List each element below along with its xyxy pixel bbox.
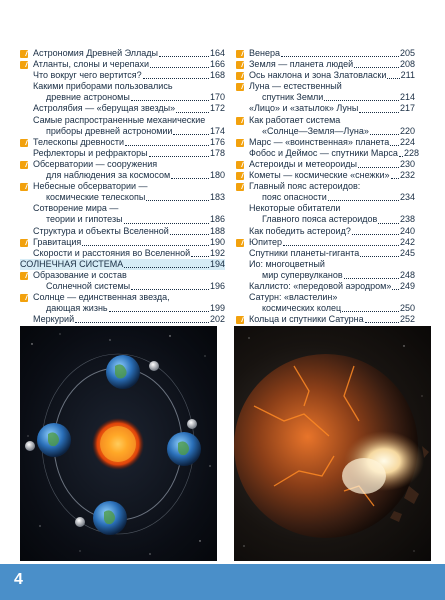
toc-leader-dots [281,56,399,57]
toc-entry-title: Гравитация [33,236,82,247]
toc-entry-title: Обсерватории — сооружения [33,158,158,169]
toc-entry[interactable] [236,259,415,281]
toc-entry-title: Как победить астероид? [249,225,351,236]
toc-leader-dots [358,167,399,168]
toc-leader-dots [131,289,209,290]
toc-leader-dots [143,78,209,79]
earth-right [167,419,201,466]
earth-bottom [75,501,127,535]
toc-entry-title: Солнечной системы [46,280,131,291]
toc-bullet-icon [236,161,244,169]
toc-leader-dots [150,67,209,68]
toc-entry[interactable] [20,248,225,259]
toc-entry-title: Астролябия — «берущая звезды» [33,103,176,114]
toc-leader-dots [324,100,399,101]
toc-entry[interactable] [20,70,225,81]
toc-page-number: 230 [399,158,415,169]
toc-leader-dots [378,223,399,224]
toc-entry[interactable] [236,147,419,159]
toc-entry-title: Фобос и Деймос — спутники Марса [249,147,398,158]
toc-leader-dots [354,67,399,68]
toc-leader-dots [75,322,209,323]
toc-entry-title: «Лицо» и «затылок» Луны [249,103,359,114]
toc-entry-title: Кольца и спутники Сатурна [249,314,364,325]
toc-leader-dots [360,256,399,257]
toc-page-number: 199 [209,303,225,314]
toc-page-number: 248 [399,269,415,280]
toc-leader-dots [392,289,399,290]
toc-entry[interactable] [20,292,225,314]
toc-entry-title: Венера [249,48,280,58]
toc-leader-dots [399,156,403,157]
toc-page-number: 205 [399,48,415,58]
toc-entry[interactable] [20,314,225,325]
toc-leader-dots [149,156,209,157]
toc-page-number: 220 [399,125,415,136]
toc-entry[interactable] [236,281,415,292]
toc-entry[interactable] [236,159,415,170]
earth-orbit-image [20,326,217,561]
toc-page-number: 183 [209,192,225,203]
toc-entry-title: СОЛНЕЧНАЯ СИСТЕМА [20,258,124,269]
exploding-planet-image [234,326,431,561]
toc-entry-title: Структура и объекты Вселенной [33,225,169,236]
toc-leader-dots [171,178,209,179]
toc-entry-title: Кометы — космические «снежки» [249,170,390,181]
toc-page-number: 188 [209,225,225,236]
toc-page-number: 211 [400,70,415,81]
toc-entry[interactable] [236,59,415,70]
toc-entry-title: космических колец [262,303,342,314]
toc-entry-title: Марс — «воинственная» планета [249,136,390,147]
toc-entry[interactable] [236,181,415,203]
toc-entry-title: Скорости и расстояния во Вселенной [33,247,191,258]
toc-entry-title: Сатурн: «властелин» [249,292,338,303]
toc-entry[interactable] [20,181,225,203]
toc-entry[interactable] [20,115,225,137]
toc-page-number: 196 [209,280,225,291]
toc-entry-title: Главного пояса астероидов [262,214,378,225]
toc-page-number: 164 [209,48,225,58]
toc-entry-title: Какими приборами пользовались [33,81,173,92]
toc-leader-dots [173,134,209,135]
toc-entry[interactable] [236,81,415,103]
toc-page-number: 202 [209,314,225,325]
toc-entry-title: Телескопы древности [33,136,125,147]
toc-entry-title: Ио: многоцветный [249,258,325,269]
toc-page-number: 170 [209,92,225,103]
toc-entry-title: «Солнце—Земля—Луна» [262,125,369,136]
toc-bullet-icon [20,272,28,280]
toc-bullet-icon [20,139,28,147]
exploding-planet-illustration [234,326,431,561]
toc-page-number: 232 [399,170,415,181]
toc-entry[interactable] [236,70,415,81]
toc-bullet-icon [20,239,28,247]
toc-leader-dots [391,178,399,179]
toc-leader-dots [191,256,209,257]
toc-bullet-icon [236,83,244,91]
toc-leader-dots [131,100,209,101]
toc-entry-title: теории и гипотезы [46,214,123,225]
toc-bullet-icon [236,183,244,191]
toc-leader-dots [124,223,209,224]
toc-leader-dots [370,134,399,135]
toc-right-column [236,48,419,325]
toc-page-number: 168 [209,70,225,81]
toc-entry-title: для наблюдения за космосом [46,170,171,181]
toc-page-number: 214 [399,92,415,103]
toc-entry-title: Что вокруг чего вертится? [33,70,142,81]
toc-entry-title: Земля — планета людей [249,59,354,70]
toc-bullet-icon [20,294,28,302]
earth-orbit-illustration [20,326,217,561]
toc-leader-dots [283,245,399,246]
toc-entry-title: Меркурий [33,314,75,325]
toc-left-column [20,48,225,325]
toc-entry[interactable] [20,137,225,148]
toc-bullet-icon [236,61,244,69]
toc-entry-title: мир супервулканов [262,269,343,280]
toc-entry-title: дающая жизнь [46,303,108,314]
toc-entry-title: Рефлекторы и рефракторы [33,147,148,158]
toc-page-number: 166 [209,59,225,70]
toc-entry-title: Спутники планеты-гиганта [249,247,360,258]
toc-entry-title: космические телескопы [46,192,146,203]
toc-page-number: 224 [399,136,415,147]
toc-leader-dots [170,234,209,235]
toc-leader-dots [146,200,209,201]
toc-entry[interactable] [236,170,415,181]
toc-bullet-icon [236,117,244,125]
toc-entry-title: Некоторые обитатели [249,203,341,214]
toc-leader-dots [176,112,209,113]
toc-entry[interactable] [20,159,225,181]
toc-bullet-icon [236,316,244,324]
toc-leader-dots [344,278,399,279]
toc-page-number: 245 [399,247,415,258]
toc-entry-title: Астероиды и метеороиды [249,158,357,169]
toc-leader-dots [387,78,399,79]
toc-page-number: 242 [399,236,415,247]
toc-section-heading[interactable] [20,259,225,270]
toc-page-number: 228 [403,147,419,158]
toc-entry-title: Юпитер [249,236,283,247]
toc-leader-dots [159,56,209,57]
toc-entry[interactable] [20,270,225,292]
toc-entry[interactable] [20,48,225,59]
toc-entry[interactable] [20,148,225,159]
toc-leader-dots [352,234,399,235]
toc-entry-title: Астрономия Древней Эллады [33,48,158,58]
toc-leader-dots [359,112,399,113]
toc-entry[interactable] [20,237,225,248]
toc-entry-title: пояс опасности [262,192,327,203]
toc-bullet-icon [236,72,244,80]
toc-entry-title: Каллисто: «передовой аэродром» [249,280,392,291]
toc-entry-title: спутник Земли [262,92,324,103]
earth-left [25,423,71,457]
toc-entry[interactable] [236,203,415,225]
toc-entry-title: Небесные обсерватории — [33,181,148,192]
toc-page-number: 238 [399,214,415,225]
toc-bullet-icon [236,239,244,247]
toc-entry[interactable] [20,59,225,70]
toc-bullet-icon [20,50,28,58]
toc-leader-dots [82,245,209,246]
toc-page-number: 180 [209,170,225,181]
toc-page-number: 240 [399,225,415,236]
toc-entry[interactable] [20,81,225,103]
toc-page-number: 252 [399,314,415,325]
toc-page-number: 176 [209,136,225,147]
toc-entry[interactable] [20,103,225,114]
toc-leader-dots [342,311,399,312]
toc-page-number: 249 [399,280,415,291]
toc-bullet-icon [236,50,244,58]
toc-page-number: 234 [399,192,415,203]
toc-entry[interactable] [20,203,225,225]
toc-page-number: 186 [209,214,225,225]
toc-leader-dots [390,145,399,146]
toc-bullet-icon [236,172,244,180]
toc-entry[interactable] [236,248,415,259]
toc-leader-dots [328,200,399,201]
toc-page-number: 174 [209,125,225,136]
toc-bullet-icon [20,61,28,69]
toc-leader-dots [109,311,209,312]
toc-entry-title: Главный пояс астероидов: [249,181,361,192]
toc-entry-title: Как работает система [249,114,341,125]
toc-page-number: 217 [399,103,415,114]
toc-entry[interactable] [236,226,415,237]
toc-leader-dots [365,322,399,323]
toc-entry-title: Сотворение мира — [33,203,119,214]
toc-entry[interactable] [236,137,415,148]
toc-entry[interactable] [236,237,415,248]
toc-entry-title: приборы древней астрономии [46,125,173,136]
toc-entry[interactable] [236,292,415,314]
toc-entry-title: Самые распространенные механические [33,114,206,125]
toc-entry[interactable] [236,103,415,114]
toc-page-number: 192 [209,247,225,258]
toc-entry-title: Ось наклона и зона Златовласки [249,70,387,81]
toc-entry[interactable] [20,226,225,237]
toc-page-number: 190 [209,236,225,247]
toc-entry[interactable] [236,314,415,325]
toc-bullet-icon [20,183,28,191]
toc-entry-title: древние астрономы [46,92,130,103]
toc-entry[interactable] [236,48,415,59]
toc-page-number: 178 [209,147,225,158]
toc-leader-dots [125,145,209,146]
toc-entry[interactable] [236,115,415,137]
toc-page-number: 194 [209,258,225,269]
toc-bullet-icon [20,161,28,169]
earth-top [106,355,159,389]
toc-page-number: 172 [209,103,225,114]
toc-entry-title: Образование и состав [33,269,127,280]
toc-entry-title: Луна — естественный [249,81,342,92]
toc-page-number: 250 [399,303,415,314]
toc-bullet-icon [236,139,244,147]
page-number: 4 [14,571,23,588]
toc-entry-title: Атланты, слоны и черепахи [33,59,149,70]
bottom-bar [0,564,445,600]
toc-page-number: 208 [399,59,415,70]
toc-leader-dots [124,267,209,268]
toc-entry-title: Солнце — единственная звезда, [33,292,170,303]
